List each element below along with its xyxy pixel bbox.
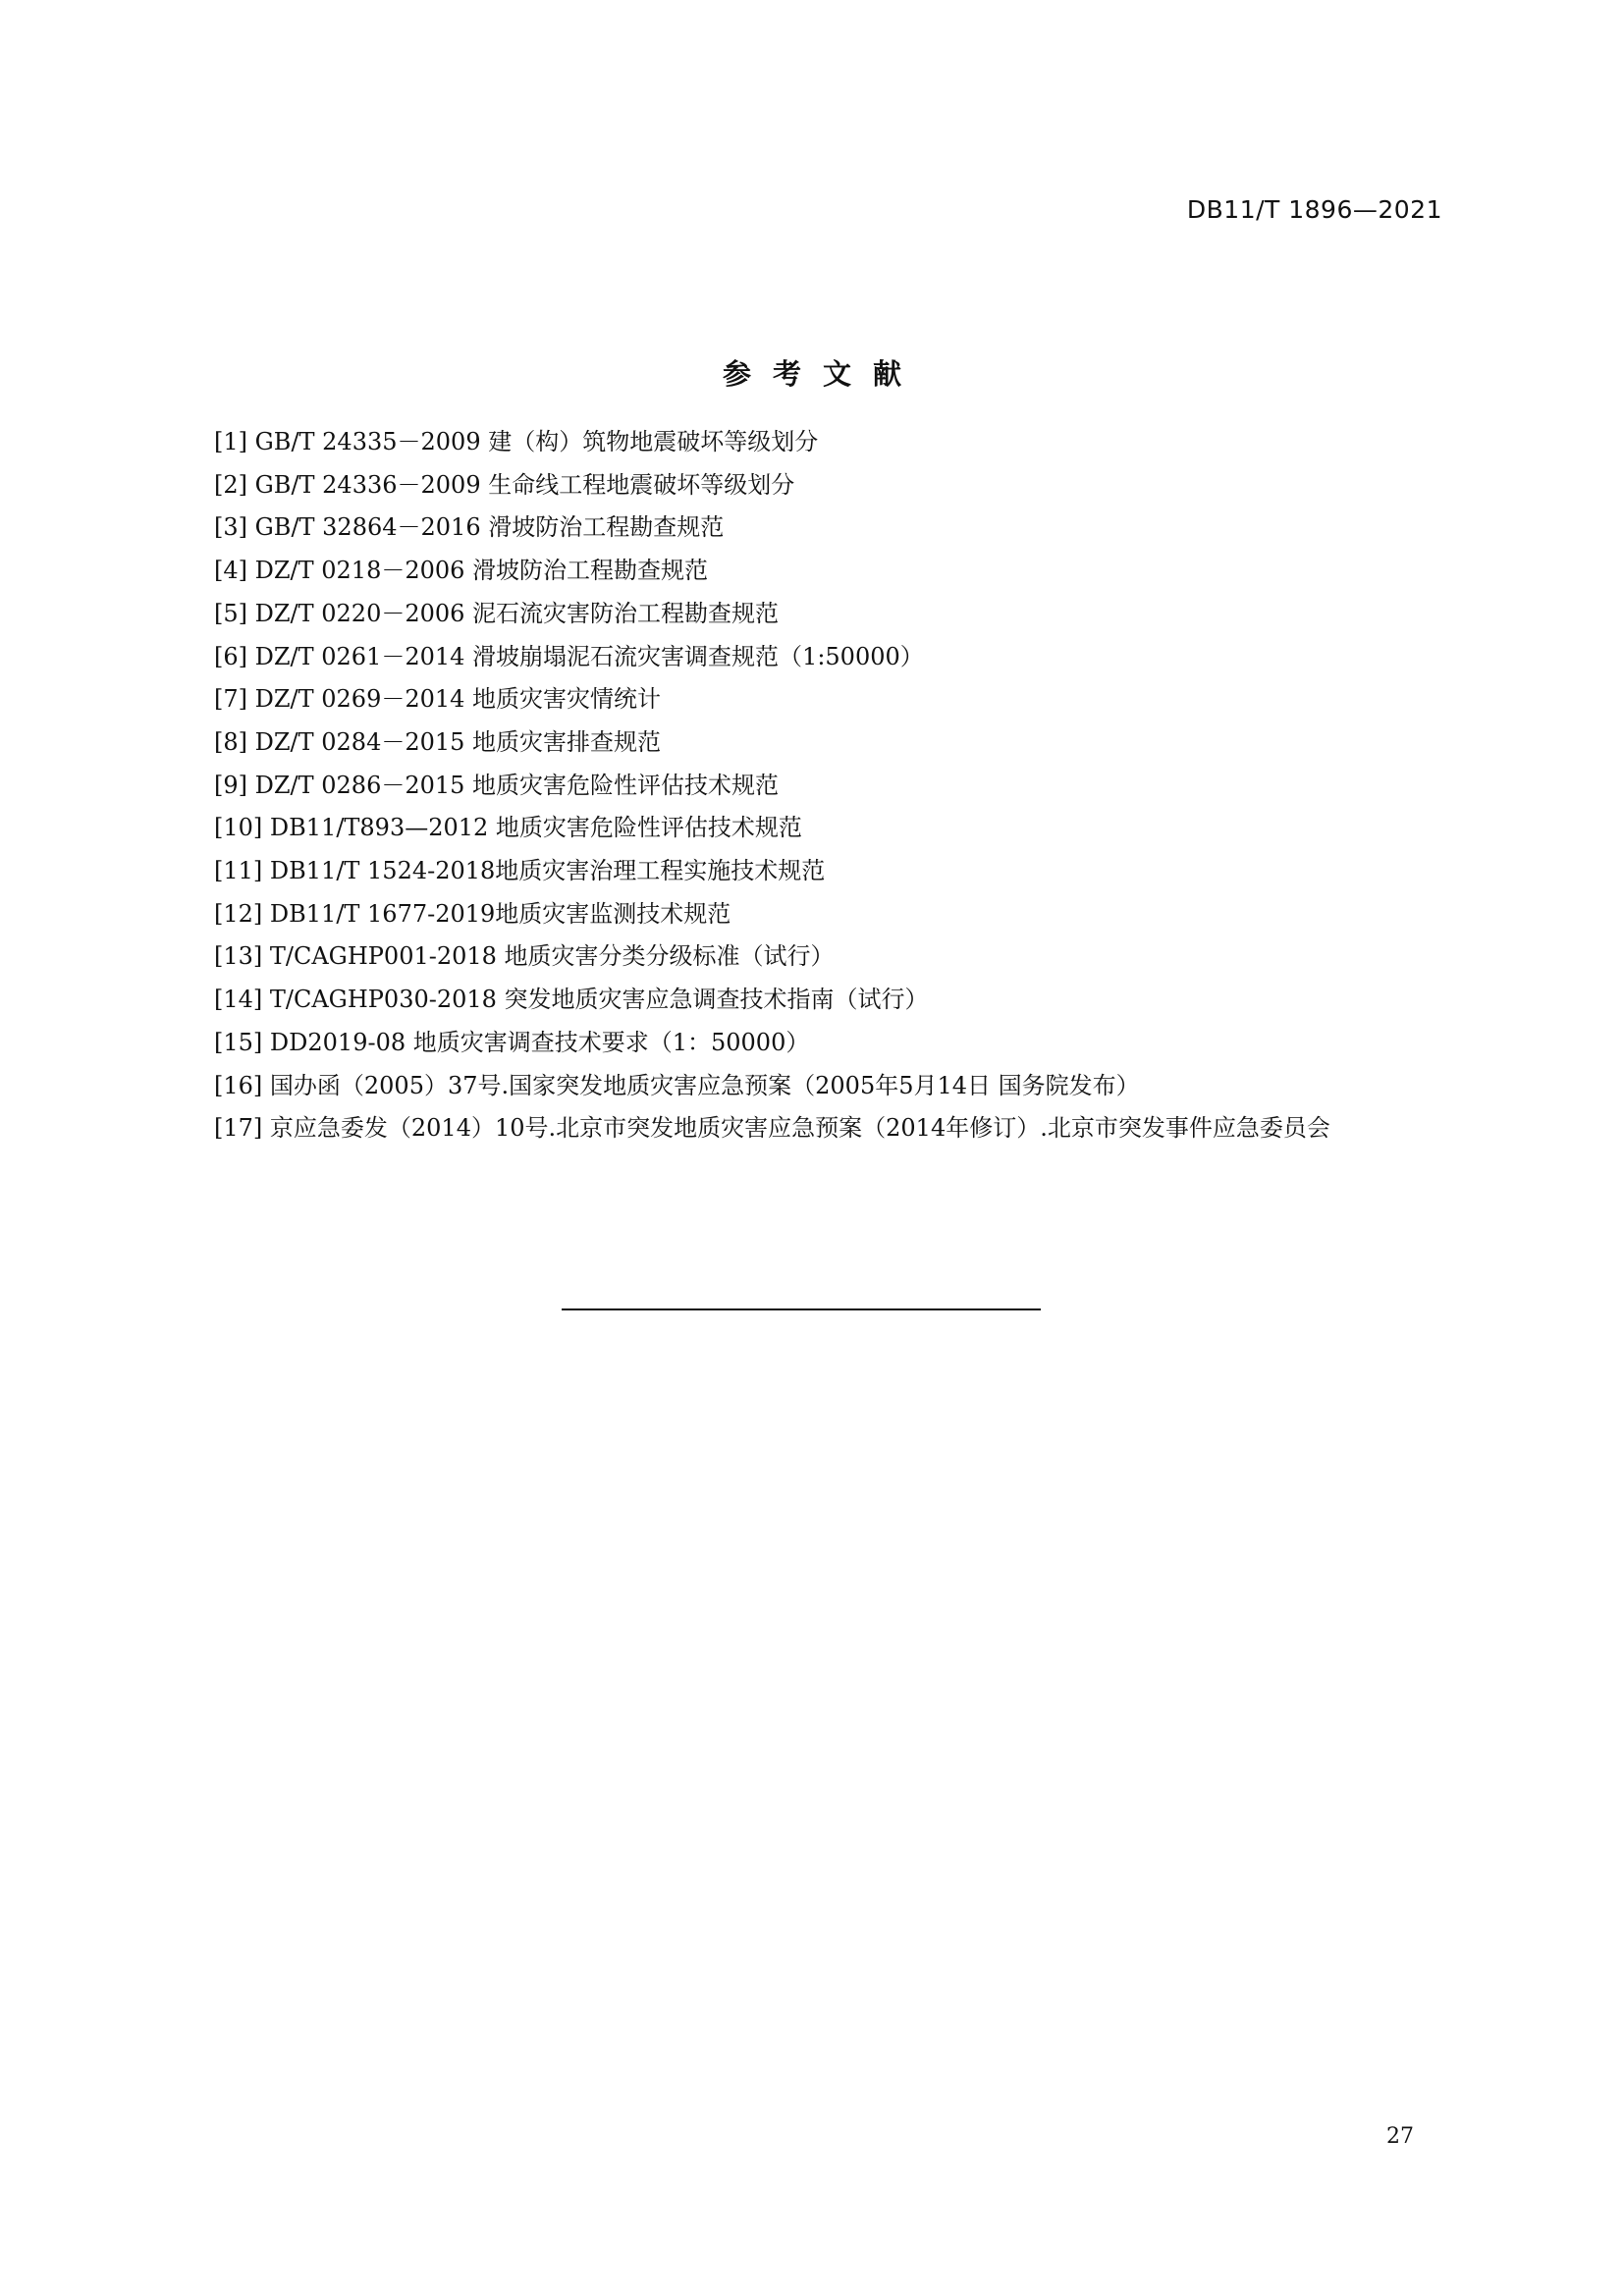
reference-text: DB11/T 1677-2019地质灾害监测技术规范 bbox=[262, 899, 731, 928]
reference-number: [13] bbox=[214, 942, 263, 971]
reference-item bbox=[160, 421, 1446, 464]
reference-number: [1] bbox=[214, 428, 247, 455]
reference-item bbox=[160, 979, 1446, 1022]
reference-list bbox=[160, 421, 1446, 1150]
reference-number: [6] bbox=[214, 642, 247, 670]
reference-number: [7] bbox=[214, 685, 247, 714]
reference-text: DZ/T 0218－2006 滑坡防治工程勘查规范 bbox=[247, 557, 709, 585]
reference-item bbox=[160, 807, 1446, 850]
end-rule-divider bbox=[562, 1308, 1041, 1310]
reference-text: DD2019-08 地质灾害调查技术要求（1：50000） bbox=[262, 1028, 810, 1056]
document-code: DB11/T 1896—2021 bbox=[1186, 195, 1442, 224]
reference-text: T/CAGHP001-2018 地质灾害分类分级标准（试行） bbox=[262, 942, 835, 971]
reference-item bbox=[160, 893, 1446, 936]
reference-item bbox=[160, 464, 1446, 507]
reference-number: [10] bbox=[214, 814, 263, 842]
reference-text: GB/T 24336－2009 生命线工程地震破坏等级划分 bbox=[247, 470, 795, 499]
reference-number: [4] bbox=[214, 557, 247, 585]
reference-number: [5] bbox=[214, 599, 247, 627]
reference-item bbox=[160, 678, 1446, 721]
reference-text: T/CAGHP030-2018 突发地质灾害应急调查技术指南（试行） bbox=[262, 986, 929, 1014]
reference-number: [12] bbox=[214, 899, 263, 928]
reference-number: [17] bbox=[214, 1114, 263, 1143]
reference-number: [3] bbox=[214, 513, 247, 542]
reference-text: 国办函（2005）37号.国家突发地质灾害应急预案（2005年5月14日 国务院发布） bbox=[262, 1071, 1140, 1099]
reference-text: GB/T 24335－2009 建（构）筑物地震破坏等级划分 bbox=[247, 428, 819, 455]
reference-text: DB11/T893—2012 地质灾害危险性评估技术规范 bbox=[262, 814, 802, 842]
reference-text: DZ/T 0220－2006 泥石流灾害防治工程勘查规范 bbox=[247, 599, 780, 627]
reference-number: [16] bbox=[214, 1071, 263, 1099]
reference-text: DZ/T 0286－2015 地质灾害危险性评估技术规范 bbox=[247, 771, 780, 799]
reference-item bbox=[160, 1065, 1446, 1108]
reference-text: DZ/T 0269－2014 地质灾害灾情统计 bbox=[247, 685, 662, 714]
reference-item bbox=[160, 850, 1446, 893]
reference-text: 京应急委发（2014）10号.北京市突发地质灾害应急预案（2014年修订）.北京市突发事件应急委员会 bbox=[262, 1114, 1330, 1143]
reference-number: [14] bbox=[214, 986, 263, 1014]
page-number: 27 bbox=[1386, 2124, 1414, 2149]
reference-text: GB/T 32864－2016 滑坡防治工程勘查规范 bbox=[247, 513, 725, 542]
reference-text: DZ/T 0261－2014 滑坡崩塌泥石流灾害调查规范（1:50000） bbox=[247, 642, 924, 670]
reference-number: [15] bbox=[214, 1028, 263, 1056]
reference-number: [9] bbox=[214, 771, 247, 799]
reference-item bbox=[160, 1107, 1446, 1150]
reference-item bbox=[160, 593, 1446, 636]
reference-item bbox=[160, 765, 1446, 808]
reference-item bbox=[160, 636, 1446, 679]
section-title: 参考文献 bbox=[722, 357, 923, 391]
reference-item bbox=[160, 507, 1446, 550]
reference-number: [11] bbox=[214, 857, 263, 885]
reference-text: DZ/T 0284－2015 地质灾害排查规范 bbox=[247, 727, 662, 756]
reference-text: DB11/T 1524-2018地质灾害治理工程实施技术规范 bbox=[262, 857, 826, 885]
reference-number: [8] bbox=[214, 727, 247, 756]
reference-item bbox=[160, 1022, 1446, 1065]
reference-number: [2] bbox=[214, 470, 247, 499]
reference-item bbox=[160, 550, 1446, 593]
reference-item bbox=[160, 935, 1446, 979]
reference-item bbox=[160, 721, 1446, 765]
